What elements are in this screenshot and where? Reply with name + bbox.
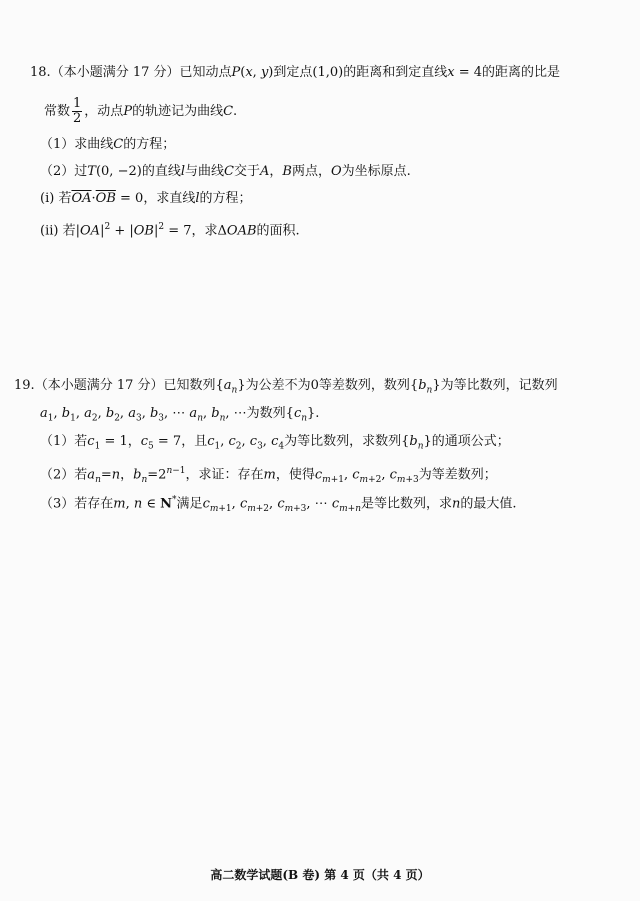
text: 两点， (291, 164, 331, 179)
q19-part-2: （2）若$a_n=n$，$b_n=2^{n-1}$，求证：存在m，使得$c_{m+1}$, $c_{m+2}$, $c_{m+3}$为等差数列； (40, 466, 497, 485)
text: 的距离和到定直线 (343, 65, 448, 80)
text: 为坐标原点. (341, 164, 411, 179)
text: 的通项公式； (431, 434, 510, 449)
q18-line-1: 18.（本小题满分 17 分）已知动点P(x, y)到定点(1,0)的距离和到定直线x = 4的距离的比是 (30, 65, 561, 80)
q18-part-2: （2）过T(0, −2)的直线l与曲线C交于A，B两点，O为坐标原点. (40, 164, 411, 179)
text: ，求证：存在 (185, 467, 264, 483)
text: ，使得 (275, 467, 315, 483)
q19-line-1: 19.（本小题满分 17 分）已知数列$\{a_n\}$为公差不为0等差数列，数列$\{b_n\}$为等比数列，记数列 (14, 378, 558, 396)
text: 为等比数列，记数列 (440, 378, 558, 393)
text: ，求 (191, 223, 218, 239)
q18-number: 18. (30, 65, 51, 80)
q19-line-2: $a_1$, $b_1$, $a_2$, $b_2$, $a_3$, $b_3$, ⋯ $a_n$, $b_n$, ⋯为数列$\{c_n\}$. (40, 406, 320, 424)
q18-part-2-i: (ⅰ) 若$\overline{OA}\cdot\overline{OB} = 0$，求直线l的方程； (40, 191, 252, 206)
text: 的直线 (141, 164, 181, 179)
text: 求曲线 (74, 137, 114, 152)
text: 的方程； (199, 191, 252, 206)
text: 若 (58, 191, 72, 206)
label: （2） (40, 164, 75, 179)
text: 为等差数列； (418, 467, 497, 483)
text: 为等比数列，求数列 (284, 434, 402, 449)
text: 的最大值. (460, 496, 517, 512)
text: 与曲线 (185, 164, 225, 179)
fraction-one-half: $\frac{1}{2}$ (73, 96, 82, 126)
q18-part-1: （1）求曲线C的方程； (40, 137, 176, 152)
text: 的面积. (256, 223, 300, 239)
text: 交于 (233, 164, 260, 179)
q19-number: 19. (14, 378, 35, 393)
q18-header: （本小题满分 17 分）已知动点 (50, 65, 232, 80)
q19-part-3: （3）若存在m, n ∈ N*满足$c_{m+1}$, $c_{m+2}$, $c_{m+3}$, ⋯ $c_{m+n}$是等比数列，求n的最大值. (40, 495, 517, 514)
text: 过 (74, 164, 88, 179)
text: 为公差不为 (245, 378, 311, 393)
label: （2） (40, 467, 75, 483)
page-footer: 高二数学试题(B 卷) 第 4 页（共 4 页） (210, 868, 430, 882)
q19-part-1: （1）若$c_1 = 1$，$c_5 = 7$，且$c_1$, $c_2$, $c_3$, $c_4$为等比数列，求数列$\{b_n\}$的通项公式； (40, 434, 510, 452)
text: 若 (62, 223, 76, 239)
q18-line-2: 常数 $\frac{1}{2}$ ，动点P的轨迹记为曲线C. (44, 96, 238, 126)
text: ，动点 (84, 104, 124, 119)
text: 常数 (44, 104, 71, 119)
text: 的方程； (123, 137, 176, 152)
text: 到定点 (273, 65, 313, 80)
label: （3） (40, 496, 75, 512)
text: 为数列 (246, 406, 286, 421)
q18-part-2-ii: (ⅱ) 若$|OA|^2 + |OB|^2 = 7$，求ΔOAB的面积. (40, 222, 300, 239)
text: 若存在 (74, 496, 114, 512)
label: （1） (40, 137, 75, 152)
text: ，且 (181, 434, 208, 449)
text: 若 (74, 467, 88, 483)
text: 的轨迹记为曲线 (132, 104, 224, 119)
label: (ⅱ) (40, 223, 59, 239)
label: (ⅰ) (40, 191, 55, 206)
q19-header: （本小题满分 17 分）已知数列 (34, 378, 216, 393)
text: 满足 (176, 496, 203, 512)
text: 等差数列，数列 (318, 378, 410, 393)
text: 是等比数列，求 (361, 496, 453, 512)
math: P (231, 65, 241, 80)
text: 的距离的比是 (482, 65, 561, 80)
text: ，求直线 (143, 191, 196, 206)
label: （1） (40, 434, 75, 449)
text: 若 (74, 434, 88, 449)
